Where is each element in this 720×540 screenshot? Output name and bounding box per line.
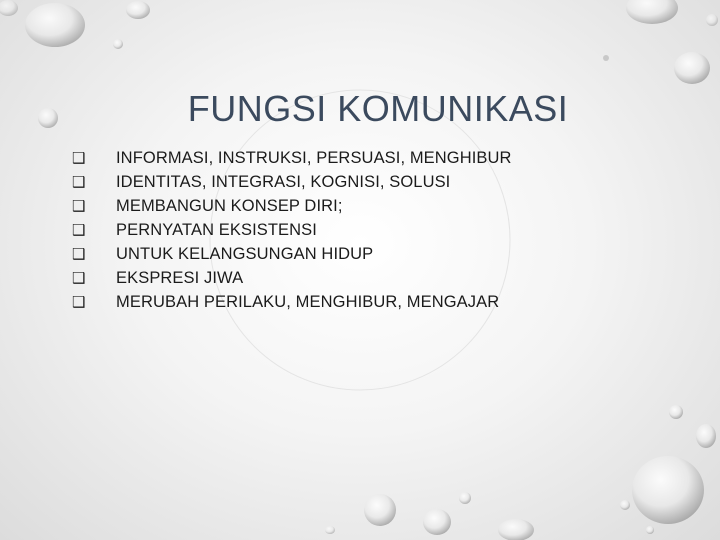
hollow-square-bullet-icon: ❑: [72, 173, 86, 191]
list-item-label: MERUBAH PERILAKU, MENGHIBUR, MENGAJAR: [116, 292, 500, 311]
hollow-square-bullet-icon: ❑: [72, 149, 86, 167]
list-item-label: IDENTITAS, INTEGRASI, KOGNISI, SOLUSI: [116, 172, 451, 191]
list-item: [72, 242, 672, 266]
list-item-label: EKSPRESI JIWA: [116, 268, 244, 287]
bullet-list: [72, 146, 672, 314]
hollow-square-bullet-icon: ❑: [72, 293, 86, 311]
list-item-label: INFORMASI, INSTRUKSI, PERSUASI, MENGHIBUR: [116, 148, 512, 167]
list-item-label: MEMBANGUN KONSEP DIRI;: [116, 196, 343, 215]
list-item: [72, 146, 672, 170]
list-item-label: PERNYATAN EKSISTENSI: [116, 220, 317, 239]
list-item: [72, 218, 672, 242]
list-item: [72, 194, 672, 218]
hollow-square-bullet-icon: ❑: [72, 197, 86, 215]
slide-title: FUNGSI KOMUNIKASI: [187, 88, 569, 129]
list-item: [72, 290, 672, 314]
hollow-square-bullet-icon: ❑: [72, 245, 86, 263]
list-item: [72, 170, 672, 194]
list-item-label: UNTUK KELANGSUNGAN HIDUP: [116, 244, 374, 263]
list-item: [72, 266, 672, 290]
hollow-square-bullet-icon: ❑: [72, 269, 86, 287]
hollow-square-bullet-icon: ❑: [72, 221, 86, 239]
